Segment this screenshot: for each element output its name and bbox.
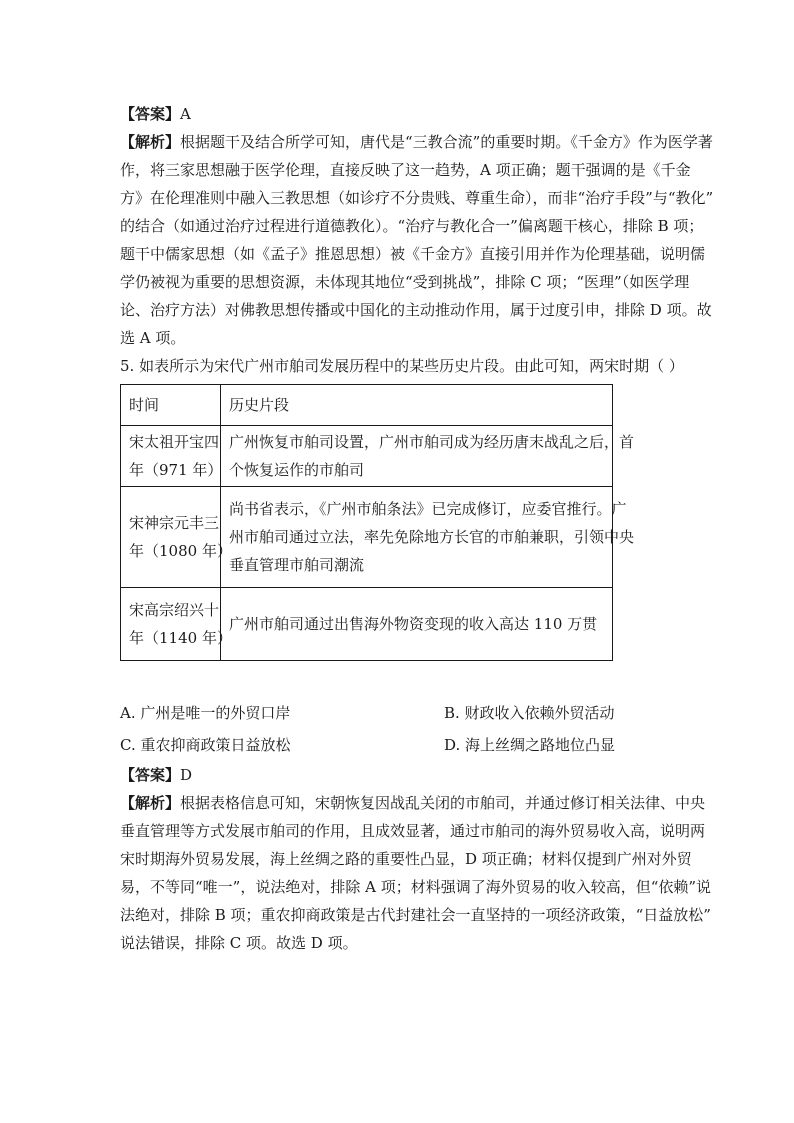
cell-line: 年（1080 年） — [129, 542, 232, 560]
table-header-cell: 时间 — [121, 385, 221, 426]
answer-value: A — [180, 105, 191, 123]
analysis-line: 学仍被视为重要的思想资源，未体现其地位“受到挑战”，排除 C 项；“医理”（如医学理 — [120, 273, 690, 291]
analysis-line: 论、治疗方法）对佛教思想传播或中国化的主动推动作用，属于过度引申，排除 D 项。故 — [120, 301, 712, 319]
analysis-line — [120, 128, 713, 156]
analysis-line — [120, 789, 706, 817]
analysis-block-1 — [120, 128, 714, 352]
cell-line: 州市舶司通过立法，率先免除地方长官的市舶兼职，引领中央 — [229, 528, 635, 546]
table-row — [121, 487, 613, 588]
cell-line: 年（971 年） — [129, 461, 223, 479]
analysis-label: 【解析】 — [120, 133, 181, 151]
options-row — [120, 697, 680, 729]
analysis-line: 作，将三家思想融于医学伦理，直接反映了这一趋势，A 项正确；题干强调的是《千金 — [120, 161, 691, 179]
analysis-line: 宋时期海外贸易发展，海上丝绸之路的重要性凸显，D 项正确；材料仅提到广州对外贸 — [120, 850, 692, 868]
question-stem: 5. 如表所示为宋代广州市舶司发展历程中的某些历史片段。由此可知，两宋时期（ ） — [120, 357, 684, 375]
analysis-line: 说法错误，排除 C 项。故选 D 项。 — [120, 934, 358, 952]
analysis-line: 选 A 项。 — [120, 329, 186, 347]
analysis-text: 根据表格信息可知，宋朝恢复因战乱关闭的市舶司，并通过修订相关法律、中央 — [180, 794, 706, 812]
analysis-line: 题干中儒家思想（如《孟子》推恩思想）被《千金方》直接引用并作为伦理基础，说明儒 — [120, 245, 706, 263]
analysis-line: 方》在伦理准则中融入三教思想（如诊疗不分贵贱、尊重生命），而非“治疗手段”与“教化” — [120, 189, 714, 207]
option-c: C. 重农抑商政策日益放松 — [120, 736, 291, 754]
cell-line: 年（1140 年） — [129, 629, 232, 647]
answer-label: 【答案】 — [120, 766, 181, 784]
analysis-line: 易，不等同“唯一”，说法绝对，排除 A 项；材料强调了海外贸易的收入较高，但“依赖”说 — [120, 878, 712, 896]
analysis-line: 垂直管理等方式发展市舶司的作用，且成效显著，通过市舶司的海外贸易收入高，说明两 — [120, 822, 706, 840]
cell-line: 宋太祖开宝四 — [129, 433, 220, 451]
analysis-text: 根据题干及结合所学可知，唐代是“三教合流”的重要时期。《千金方》作为医学著 — [180, 133, 713, 151]
answer-label: 【答案】 — [120, 105, 181, 123]
table-row — [121, 588, 613, 661]
document-content — [120, 100, 714, 957]
table-row — [121, 426, 613, 487]
option-d: D. 海上丝绸之路地位凸显 — [444, 736, 616, 754]
table-header-cell: 历史片段 — [221, 385, 613, 426]
analysis-label: 【解析】 — [120, 794, 181, 812]
cell-line: 垂直管理市舶司潮流 — [229, 556, 365, 574]
cell-line: 宋神宗元丰三 — [129, 514, 220, 532]
table-header-row — [121, 385, 613, 426]
answer-value: D — [180, 766, 193, 784]
cell-line: 宋高宗绍兴十 — [129, 601, 220, 619]
options-row — [120, 729, 680, 761]
analysis-block-2 — [120, 789, 712, 957]
cell-line: 广州市舶司通过出售海外物资变现的收入高达 110 万贯 — [229, 615, 598, 633]
table-cell-event — [221, 588, 613, 661]
analysis-line: 法绝对，排除 B 项；重农抑商政策是古代封建社会一直坚持的一项经济政策，“日益放松” — [120, 906, 711, 924]
cell-line: 个恢复运作的市舶司 — [229, 461, 365, 479]
answer-line-1 — [120, 100, 680, 128]
cell-line: 广州恢复市舶司设置，广州市舶司成为经历唐末战乱之后，首 — [229, 433, 635, 451]
cell-line: 尚书省表示，《广州市舶条法》已完成修订，应委官推行。广 — [229, 500, 627, 518]
table-cell-event — [221, 487, 635, 588]
history-table — [120, 384, 635, 661]
table-cell-event — [221, 426, 635, 487]
table-cell-time — [121, 487, 232, 588]
table-cell-time — [121, 426, 221, 487]
table-cell-time — [121, 588, 232, 661]
answer-options — [120, 697, 680, 761]
analysis-line: 的结合（如通过治疗过程进行道德教化）。“治疗与教化合一”偏离题干核心，排除 B 项； — [120, 217, 704, 235]
option-a: A. 广州是唯一的外贸口岸 — [120, 704, 291, 722]
answer-line-2 — [120, 761, 680, 789]
option-b: B. 财政收入依赖外贸活动 — [444, 704, 615, 722]
